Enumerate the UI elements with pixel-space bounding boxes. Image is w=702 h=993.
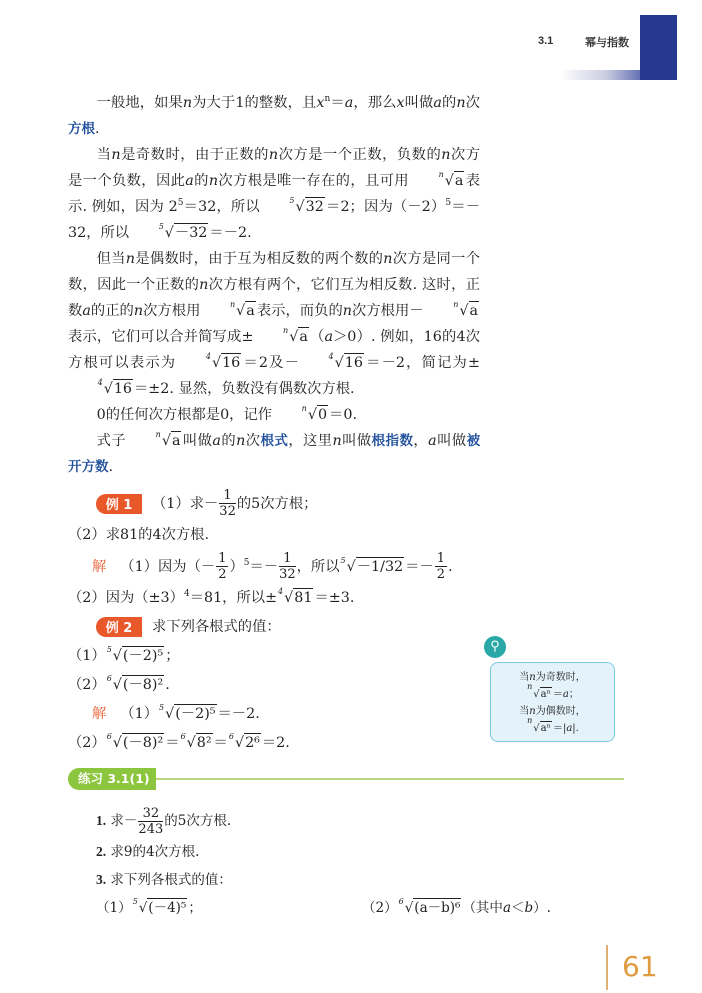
radical-sign: √ bbox=[334, 355, 344, 371]
radicand: aⁿ bbox=[540, 689, 551, 700]
root-index: 5 bbox=[159, 703, 165, 712]
radical bbox=[340, 555, 405, 575]
text-run: ＝±2. 显然，负数没有偶数次方根. bbox=[134, 381, 355, 397]
radicand: (－8)² bbox=[122, 735, 164, 751]
radical bbox=[177, 352, 241, 371]
text-run: ＝ bbox=[213, 735, 228, 751]
radicand: 32 bbox=[305, 199, 324, 215]
paragraph-radical-terms bbox=[68, 428, 480, 480]
text-run: 当 bbox=[96, 147, 112, 163]
text-run: . bbox=[95, 121, 100, 137]
radical bbox=[106, 645, 165, 664]
math-variable: x bbox=[396, 95, 405, 111]
exponent: 5 bbox=[243, 557, 250, 568]
radical bbox=[106, 732, 165, 751]
text-run: 次方根有两个，它们互为相反数. 这时，正数 bbox=[68, 277, 480, 319]
radical bbox=[261, 196, 325, 215]
radical-sign: √ bbox=[112, 648, 122, 664]
section-title: 幂与指数 bbox=[585, 36, 629, 49]
root-index: n bbox=[438, 170, 444, 179]
text-run: ＝32，所以 bbox=[183, 199, 260, 215]
radicand: (－2)⁵ bbox=[175, 706, 216, 722]
root-index: n bbox=[230, 300, 236, 309]
text-run: （ bbox=[309, 329, 325, 345]
text-run: 当 bbox=[519, 672, 530, 683]
radical bbox=[527, 682, 552, 700]
math-variable: n bbox=[529, 672, 536, 683]
radical-sign: √ bbox=[161, 433, 171, 449]
text-run: ＝ bbox=[552, 689, 563, 700]
radical-sign: √ bbox=[295, 199, 305, 215]
math-variable: n bbox=[441, 147, 451, 163]
text-run: 的5次方根. bbox=[164, 813, 232, 829]
solution-label: 解 bbox=[92, 558, 107, 575]
radical bbox=[278, 587, 313, 606]
root-index: 4 bbox=[97, 378, 103, 387]
radical-sign: √ bbox=[444, 173, 454, 189]
example-2-line-0 bbox=[68, 614, 480, 640]
example-text bbox=[152, 619, 281, 635]
math-variable: a bbox=[562, 689, 569, 700]
radical bbox=[159, 703, 217, 722]
radical-sign: √ bbox=[236, 303, 246, 319]
tip-line bbox=[491, 716, 614, 737]
math-variable: n bbox=[199, 277, 209, 293]
text-run: 次方根是唯一存在的，且可用 bbox=[218, 173, 409, 189]
text-run: ； bbox=[165, 648, 180, 664]
text-run: ＝81，所以± bbox=[189, 590, 278, 606]
fraction bbox=[216, 551, 228, 582]
text-run: ＝2. bbox=[261, 735, 290, 751]
root-index: n bbox=[301, 404, 307, 413]
example-2-line-1 bbox=[68, 643, 480, 669]
text-run: 次方是同一个数，因此一个正数的 bbox=[68, 251, 481, 293]
solution-label: 解 bbox=[92, 706, 107, 722]
denominator: 243 bbox=[138, 822, 164, 837]
text-run: ， bbox=[413, 433, 429, 449]
radical-sign: √ bbox=[459, 303, 469, 319]
text-run: 求9的4次方根. bbox=[110, 844, 200, 860]
text-run: 次方根用－ bbox=[352, 303, 424, 319]
math-variable: a bbox=[502, 900, 511, 916]
math-variable: n bbox=[182, 95, 193, 111]
radical-sign: √ bbox=[186, 735, 196, 751]
text-run: （2） bbox=[362, 900, 398, 916]
root-index: n bbox=[527, 682, 533, 691]
text-run: 表示，而负的 bbox=[256, 303, 343, 319]
exponent: 5 bbox=[445, 198, 452, 208]
math-variable: n bbox=[456, 95, 466, 111]
root-index: 4 bbox=[278, 587, 284, 596]
text-run: ） bbox=[229, 558, 244, 575]
paragraph-definition bbox=[68, 90, 480, 142]
key-term: 方根 bbox=[68, 121, 95, 137]
text-run: （其中 bbox=[462, 900, 503, 916]
q-number: 3. bbox=[96, 872, 107, 887]
radical-sign: √ bbox=[307, 407, 317, 423]
denominator: 32 bbox=[219, 504, 236, 519]
text-run: （1） bbox=[120, 706, 158, 722]
text-run: （2） bbox=[68, 677, 106, 693]
radical-sign: √ bbox=[346, 558, 356, 575]
text-run: 次 bbox=[245, 433, 261, 449]
text-run: （2）因为（±3） bbox=[68, 590, 184, 606]
paragraph-odd-n bbox=[68, 142, 480, 246]
radical bbox=[300, 352, 364, 371]
text-run: ，所以 bbox=[296, 558, 340, 575]
solution-text bbox=[120, 551, 453, 582]
radical bbox=[106, 674, 165, 693]
radical bbox=[410, 170, 464, 189]
text-run: ＝ bbox=[330, 95, 345, 111]
root-index: 6 bbox=[180, 732, 186, 741]
radical bbox=[398, 897, 462, 916]
radicand: 16 bbox=[113, 381, 133, 397]
radicand: aⁿ bbox=[540, 723, 551, 734]
radicand: a bbox=[469, 303, 479, 319]
paragraph-zero bbox=[68, 402, 480, 428]
radicand: 0 bbox=[317, 407, 328, 423]
practice-header bbox=[68, 768, 624, 790]
radical-sign: √ bbox=[103, 381, 113, 397]
example-1-tag: 例 1 bbox=[96, 494, 142, 514]
practice-q3-parts bbox=[96, 895, 626, 921]
math-variable: n bbox=[383, 251, 393, 267]
text-run: 但当 bbox=[96, 251, 126, 267]
q-number: 2. bbox=[96, 844, 107, 859]
radicand: 16 bbox=[222, 355, 241, 371]
radical bbox=[127, 430, 181, 449]
q-text bbox=[110, 844, 199, 860]
text-run: 为偶数时， bbox=[535, 706, 586, 717]
numerator: 1 bbox=[436, 551, 446, 566]
example-2-tag: 例 2 bbox=[96, 617, 142, 637]
math-variable: n bbox=[332, 433, 342, 449]
text-run: 的 bbox=[441, 95, 457, 111]
radical-sign: √ bbox=[211, 355, 222, 371]
root-index: 5 bbox=[132, 897, 138, 906]
text-run: ＝ bbox=[165, 735, 180, 751]
page-number-divider bbox=[606, 945, 608, 990]
example-1-line-1 bbox=[68, 488, 480, 519]
solution-text bbox=[120, 703, 260, 722]
practice-q3 bbox=[96, 867, 480, 893]
tip-box bbox=[490, 662, 615, 742]
radicand: 8² bbox=[196, 735, 212, 751]
root-index: 4 bbox=[205, 352, 211, 361]
fraction bbox=[138, 806, 163, 837]
math-variable: a bbox=[428, 433, 437, 449]
denominator: 2 bbox=[436, 567, 446, 582]
text-run: 是偶数时，由于互为相反数的两个数的 bbox=[135, 251, 384, 267]
radical-sign: √ bbox=[165, 706, 175, 722]
example-2-solution-1 bbox=[68, 701, 480, 727]
text-run: . bbox=[108, 459, 114, 475]
text-run: 为大于1的整数，且 bbox=[192, 95, 317, 111]
math-variable: a bbox=[212, 433, 221, 449]
text-run: ，这里 bbox=[288, 433, 333, 449]
text-run: （2） bbox=[68, 735, 106, 751]
radical bbox=[228, 732, 261, 751]
text-run: 叫做 bbox=[341, 433, 372, 449]
numerator: 1 bbox=[219, 488, 236, 504]
text-run: 表示. 例如，因为 2 bbox=[68, 173, 481, 215]
example-2-line-2 bbox=[68, 672, 480, 698]
radical bbox=[69, 378, 133, 397]
root-index: 5 bbox=[106, 645, 112, 654]
text-run: 当 bbox=[519, 706, 530, 717]
text-run: 次方根用 bbox=[143, 303, 201, 319]
math-variable: n bbox=[125, 251, 135, 267]
text-run: 是奇数时，由于正数的 bbox=[120, 147, 269, 163]
text-run: （1）因为（－ bbox=[120, 558, 216, 575]
radical-sign: √ bbox=[533, 689, 540, 700]
root-index: 6 bbox=[106, 732, 112, 741]
text-run: ＝－32，所以 bbox=[68, 199, 480, 241]
text-run: 为奇数时， bbox=[535, 672, 586, 683]
radical bbox=[201, 300, 255, 319]
radical-sign: √ bbox=[404, 900, 414, 916]
radicand: 16 bbox=[344, 355, 363, 371]
radical-sign: √ bbox=[289, 329, 299, 345]
q-text bbox=[110, 872, 232, 888]
math-variable: x bbox=[316, 95, 325, 111]
radical-sign: √ bbox=[112, 677, 122, 693]
radicand: (－2)⁵ bbox=[122, 648, 164, 664]
radicand: (－4)⁵ bbox=[148, 900, 187, 916]
key-term: 被开方数 bbox=[68, 433, 481, 475]
radicand: a bbox=[171, 433, 181, 449]
numerator: 32 bbox=[138, 806, 163, 822]
root-index: n bbox=[527, 716, 533, 725]
text-run: 式子 bbox=[96, 433, 127, 449]
radical bbox=[130, 222, 208, 241]
text-run: 求下列各根式的值： bbox=[110, 872, 232, 888]
denominator: 2 bbox=[218, 567, 227, 582]
radical-sign: √ bbox=[112, 735, 122, 751]
root-index: 6 bbox=[228, 732, 234, 741]
fraction bbox=[219, 488, 236, 519]
math-variable: n bbox=[111, 147, 121, 163]
radical-sign: √ bbox=[164, 225, 174, 241]
text-run: 次 bbox=[465, 95, 481, 111]
root-index: n bbox=[155, 430, 161, 439]
root-index: 6 bbox=[398, 897, 404, 906]
text-run: ＞0）. 例如，16的4次方根可以表示为 bbox=[68, 329, 480, 371]
math-variable: a bbox=[566, 723, 573, 734]
exponent: 4 bbox=[183, 589, 190, 599]
magnifier-icon: ⚲ bbox=[484, 636, 506, 658]
fraction bbox=[279, 551, 296, 582]
radicand: a bbox=[454, 173, 464, 189]
radicand: 2⁶ bbox=[245, 735, 260, 751]
text-run: ＝－ bbox=[405, 558, 434, 575]
text-run: ； bbox=[188, 900, 202, 916]
fraction bbox=[435, 551, 447, 582]
text-run: 叫做 bbox=[182, 433, 213, 449]
text-run: 的 bbox=[193, 173, 209, 189]
text-run: 次方是一个正数，负数的 bbox=[278, 147, 442, 163]
text-run: （1）求－ bbox=[152, 495, 219, 512]
text-run: ，那么 bbox=[353, 95, 397, 111]
exponent: n bbox=[324, 94, 331, 104]
practice-q2 bbox=[96, 839, 480, 865]
text-run: ＝－ bbox=[249, 558, 279, 575]
text-run: ＝－2. bbox=[217, 706, 260, 722]
math-variable: n bbox=[342, 303, 352, 319]
example-2-solution-2 bbox=[68, 730, 480, 756]
text-run: ＜ bbox=[511, 900, 525, 916]
math-variable: n bbox=[236, 433, 246, 449]
radicand: a bbox=[299, 329, 308, 345]
math-variable: n bbox=[529, 706, 536, 717]
root-index: n bbox=[453, 300, 459, 309]
practice-divider bbox=[156, 778, 624, 780]
root-index: 4 bbox=[328, 352, 334, 361]
example-1-line-2 bbox=[68, 522, 480, 548]
radical bbox=[425, 300, 479, 319]
math-variable: a bbox=[324, 329, 334, 345]
text-run: 叫做 bbox=[404, 95, 434, 111]
key-term: 根式 bbox=[260, 433, 289, 449]
example-1-solution-2 bbox=[68, 585, 480, 611]
practice-q3-part-2 bbox=[362, 895, 551, 921]
header-blue-block bbox=[640, 15, 677, 80]
body-text bbox=[68, 90, 480, 480]
section-number: 3.1 bbox=[538, 35, 554, 47]
radical bbox=[132, 897, 188, 916]
radical-sign: √ bbox=[533, 723, 540, 734]
text-run: 次方是一个负数，因此 bbox=[68, 147, 481, 189]
text-run: ＝0. bbox=[329, 407, 357, 423]
text-run: （2）求81的4次方根. bbox=[68, 527, 210, 543]
text-run: ＝2；因为（－2） bbox=[325, 199, 446, 215]
radical bbox=[254, 326, 308, 345]
radicand: －32 bbox=[174, 225, 208, 241]
radicand: (－8)² bbox=[122, 677, 164, 693]
text-run: ＝| bbox=[552, 723, 567, 734]
radical bbox=[180, 732, 213, 751]
exponent: 5 bbox=[177, 198, 184, 208]
math-variable: a bbox=[185, 173, 194, 189]
text-run: （1） bbox=[96, 900, 132, 916]
numerator: 1 bbox=[218, 551, 227, 566]
math-variable: b bbox=[524, 900, 534, 916]
tip-line bbox=[491, 669, 614, 686]
q-text bbox=[110, 806, 232, 837]
text-run: （1） bbox=[68, 648, 106, 664]
example-1-solution-1 bbox=[68, 551, 480, 582]
denominator: 32 bbox=[279, 567, 296, 582]
text-run: . bbox=[448, 558, 453, 575]
text-run: 0的任何次方根都是0，记作 bbox=[96, 407, 273, 423]
text-run: ＝－2，简记为± bbox=[364, 355, 481, 371]
text-run: 求－ bbox=[110, 813, 138, 829]
tip-line bbox=[491, 703, 614, 720]
text-run: 的5次方根； bbox=[236, 495, 318, 512]
math-variable: a bbox=[82, 303, 91, 319]
text-run: 的 bbox=[220, 433, 237, 449]
text-run: 叫做 bbox=[436, 433, 467, 449]
numerator: 1 bbox=[279, 551, 296, 567]
page-number: 61 bbox=[622, 950, 658, 983]
radical-sign: √ bbox=[284, 590, 294, 606]
radicand: 81 bbox=[294, 590, 313, 606]
text-run: ＝±3. bbox=[314, 590, 355, 606]
math-variable: n bbox=[208, 173, 219, 189]
root-index: 5 bbox=[340, 555, 346, 565]
root-index: 5 bbox=[289, 196, 295, 205]
radical bbox=[273, 404, 328, 423]
radical-sign: √ bbox=[138, 900, 148, 916]
example-text bbox=[152, 488, 318, 519]
practice-q3-part-1 bbox=[96, 895, 362, 921]
math-variable: a bbox=[433, 95, 442, 111]
radicand: (a－b)⁶ bbox=[414, 900, 461, 916]
key-term: 根指数 bbox=[371, 433, 414, 449]
radical-sign: √ bbox=[234, 735, 245, 751]
text-run: 的正的 bbox=[90, 303, 134, 319]
text-run: ）. bbox=[533, 900, 551, 916]
math-variable: n bbox=[268, 147, 279, 163]
text-run: ＝－2. bbox=[209, 225, 252, 241]
math-variable: n bbox=[133, 303, 144, 319]
text-run: 一般地，如果 bbox=[96, 95, 183, 111]
root-index: 6 bbox=[106, 674, 112, 683]
text-run: 求下列各根式的值： bbox=[152, 619, 281, 635]
text-run: ； bbox=[568, 689, 579, 700]
practice-q1 bbox=[96, 806, 480, 837]
math-variable: a bbox=[344, 95, 354, 111]
text-run: 表示，它们可以合并简写成± bbox=[68, 329, 254, 345]
root-index: n bbox=[283, 326, 289, 335]
text-run: |. bbox=[572, 723, 579, 734]
text-run: . bbox=[165, 677, 170, 693]
q-number: 1. bbox=[96, 813, 107, 828]
radical bbox=[527, 716, 552, 734]
root-index: 5 bbox=[158, 222, 164, 231]
paragraph-even-n bbox=[68, 246, 480, 402]
radicand: －1/32 bbox=[356, 558, 404, 575]
practice-title: 练习 3.1(1) bbox=[68, 768, 156, 790]
radicand: a bbox=[246, 303, 255, 319]
text-run: ＝2及－ bbox=[242, 355, 299, 371]
tip-line bbox=[491, 682, 614, 703]
